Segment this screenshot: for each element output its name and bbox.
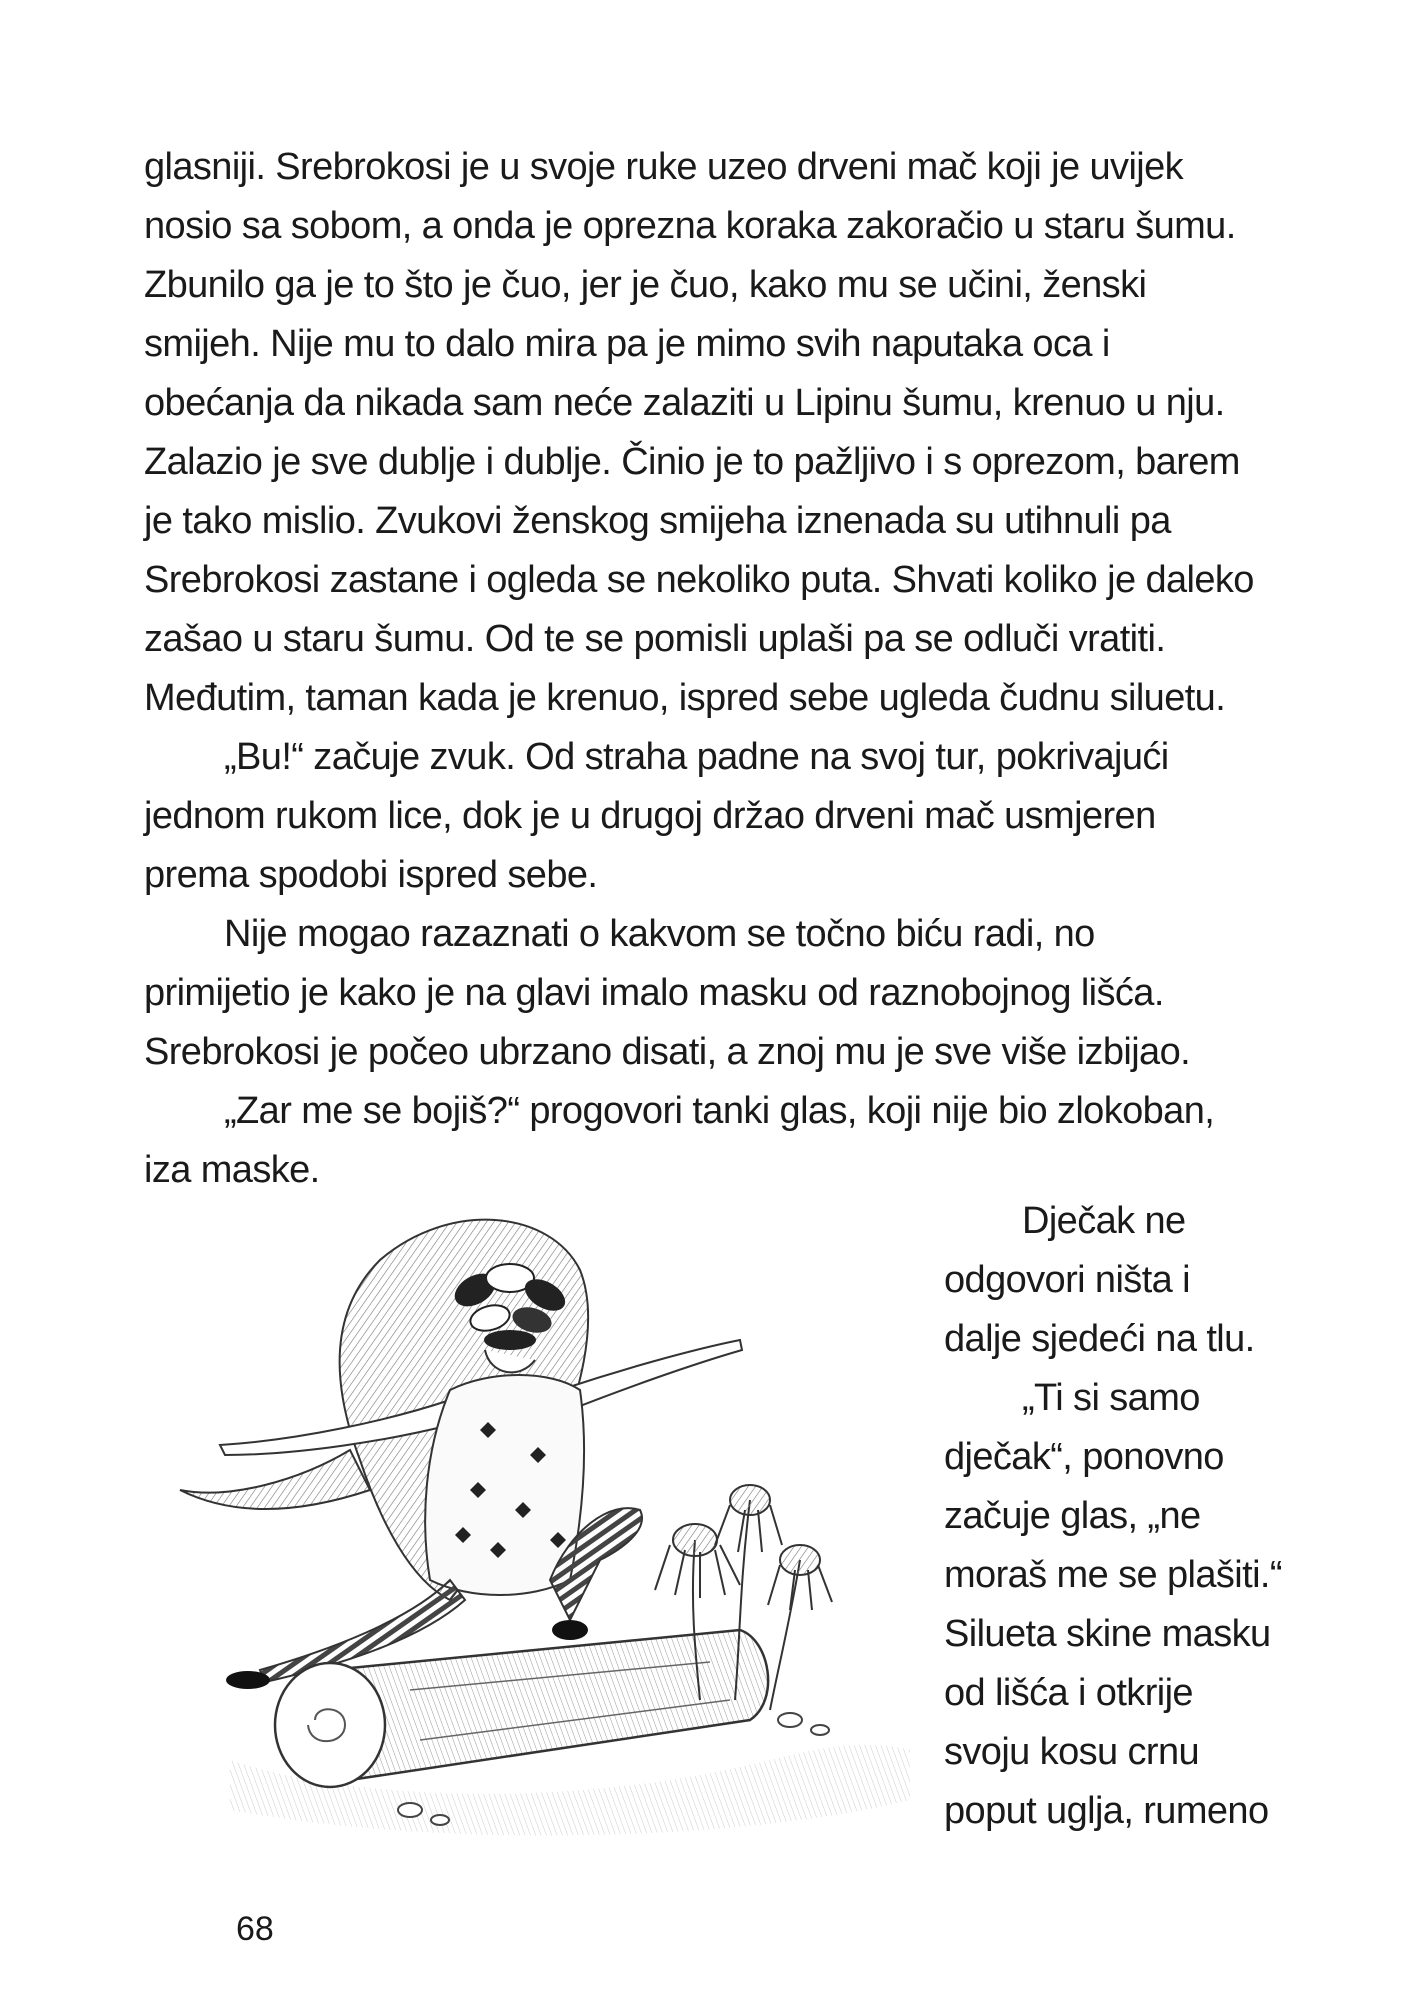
text-line: svoju kosu crnu (944, 1731, 1200, 1773)
text-line: jednom rukom lice, dok je u drugoj držao drveni mač usmjeren (144, 795, 1156, 837)
text-line: zašao u staru šumu. Od te se pomisli uplaši pa se odluči vratiti. (144, 618, 1166, 660)
text-line: Zbunilo ga je to što je čuo, jer je čuo, kako mu se učini, ženski (144, 264, 1147, 306)
text-line: primijetio je kako je na glavi imalo masku od raznobojnog lišća. (144, 972, 1164, 1014)
text-line: iza maske. (144, 1149, 320, 1191)
text-line: odgovori ništa i (944, 1259, 1190, 1301)
text-line: Zalazio je sve dublje i dublje. Činio je to pažljivo i s oprezom, barem (144, 441, 1240, 483)
text-line: glasniji. Srebrokosi je u svoje ruke uzeo drveni mač koji je uvijek (144, 146, 1184, 188)
left-shoe (226, 1671, 270, 1689)
text-line: začuje glas, „ne (944, 1495, 1201, 1537)
text-line: od lišća i otkrije (944, 1672, 1193, 1714)
text-line: moraš me se plašiti.“ (944, 1554, 1282, 1596)
text-line: dječak“, ponovno (944, 1436, 1224, 1478)
text-line: prema spodobi ispred sebe. (144, 854, 598, 896)
text-line: „Bu!“ začuje zvuk. Od straha padne na svoj tur, pokrivajući (224, 736, 1169, 778)
text-line: Srebrokosi je počeo ubrzano disati, a znoj mu je sve više izbijao. (144, 1031, 1191, 1073)
text-line: „Ti si samo (1022, 1377, 1200, 1419)
right-shoe (552, 1620, 588, 1640)
hair-strand (180, 1450, 370, 1509)
text-line: Silueta skine masku (944, 1613, 1271, 1655)
text-line: smijeh. Nije mu to dalo mira pa je mimo svih naputaka oca i (144, 323, 1110, 365)
text-line: nosio sa sobom, a onda je oprezna koraka zakoračio u staru šumu. (144, 205, 1236, 247)
text-line: dalje sjedeći na tlu. (944, 1318, 1255, 1360)
text-line: Dječak ne (1022, 1200, 1186, 1242)
text-line: obećanja da nikada sam neće zalaziti u Lipinu šumu, krenuo u nju. (144, 382, 1225, 424)
text-line: je tako mislio. Zvukovi ženskog smijeha iznenada su utihnuli pa (144, 500, 1171, 542)
text-line: Nije mogao razaznati o kakvom se točno biću radi, no (224, 913, 1095, 955)
right-arm (560, 1340, 742, 1412)
text-line: Međutim, taman kada je krenuo, ispred sebe ugleda čudnu siluetu. (144, 677, 1226, 719)
text-line: „Zar me se bojiš?“ progovori tanki glas, koji nije bio zlokoban, (224, 1090, 1215, 1132)
forest-girl-illustration (150, 1200, 930, 1860)
text-line: Srebrokosi zastane i ogleda se nekoliko puta. Shvati koliko je daleko (144, 559, 1254, 601)
page-number: 68 (236, 1910, 274, 1948)
text-line: poput uglja, rumeno (944, 1790, 1269, 1832)
